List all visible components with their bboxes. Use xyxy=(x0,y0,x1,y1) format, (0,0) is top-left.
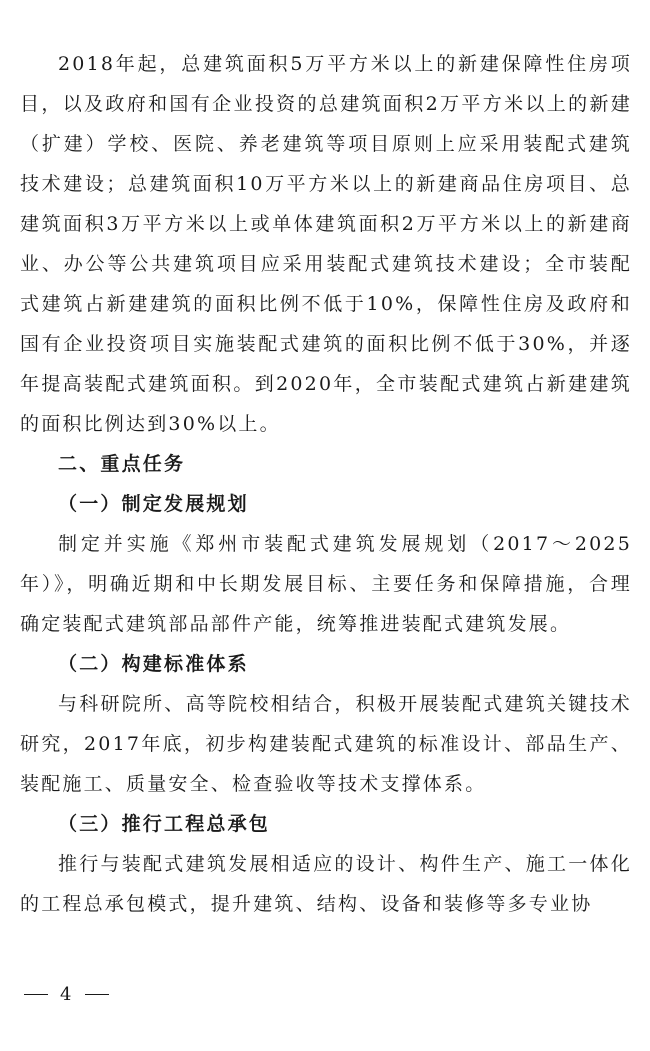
paragraph-general-contracting: 推行与装配式建筑发展相适应的设计、构件生产、施工一体化的工程总承包模式，提升建筑、结构、设备和装修等多专业协 xyxy=(20,853,632,915)
page-footer xyxy=(24,984,109,1005)
paragraph-targets: 2018年起，总建筑面积5万平方米以上的新建保障性住房项目，以及政府和国有企业投资的总建筑面积2万平方米以上的新建（扩建）学校、医院、养老建筑等项目原则上应采用装配式建筑技术建设；总建筑面积10万平方米以上的新建商品住房项目、总建筑面积3万平方米以上或单体建筑面积2万平方米以上的新建商业、办公等公共建筑项目应采用装配式建筑技术建设；全市装配式建筑占新建建筑的面积比例不低于10%，保障性住房及政府和国有企业投资项目实施装配式建筑的面积比例不低于30%，并逐年提高装配式建筑面积。到2020年，全市装配式建筑占新建建筑的面积比例达到30%以上。 xyxy=(20,53,632,435)
footer-dash-right xyxy=(85,994,109,995)
subheading-development-plan: （一）制定发展规划 xyxy=(58,493,249,515)
page-number: 4 xyxy=(60,984,74,1005)
section-heading-key-tasks: 二、重点任务 xyxy=(58,453,186,475)
footer-dash-left xyxy=(24,994,48,995)
subheading-standard-system: （二）构建标准体系 xyxy=(58,653,249,675)
document-body xyxy=(20,44,632,924)
paragraph-standard-system: 与科研院所、高等院校相结合，积极开展装配式建筑关键技术研究，2017年底，初步构建装配式建筑的标准设计、部品生产、装配施工、质量安全、检查验收等技术支撑体系。 xyxy=(20,693,632,795)
paragraph-development-plan: 制定并实施《郑州市装配式建筑发展规划（2017～2025年）》，明确近期和中长期发展目标、主要任务和保障措施，合理确定装配式建筑部品部件产能，统筹推进装配式建筑发展。 xyxy=(20,533,632,635)
subheading-general-contracting: （三）推行工程总承包 xyxy=(58,813,271,835)
